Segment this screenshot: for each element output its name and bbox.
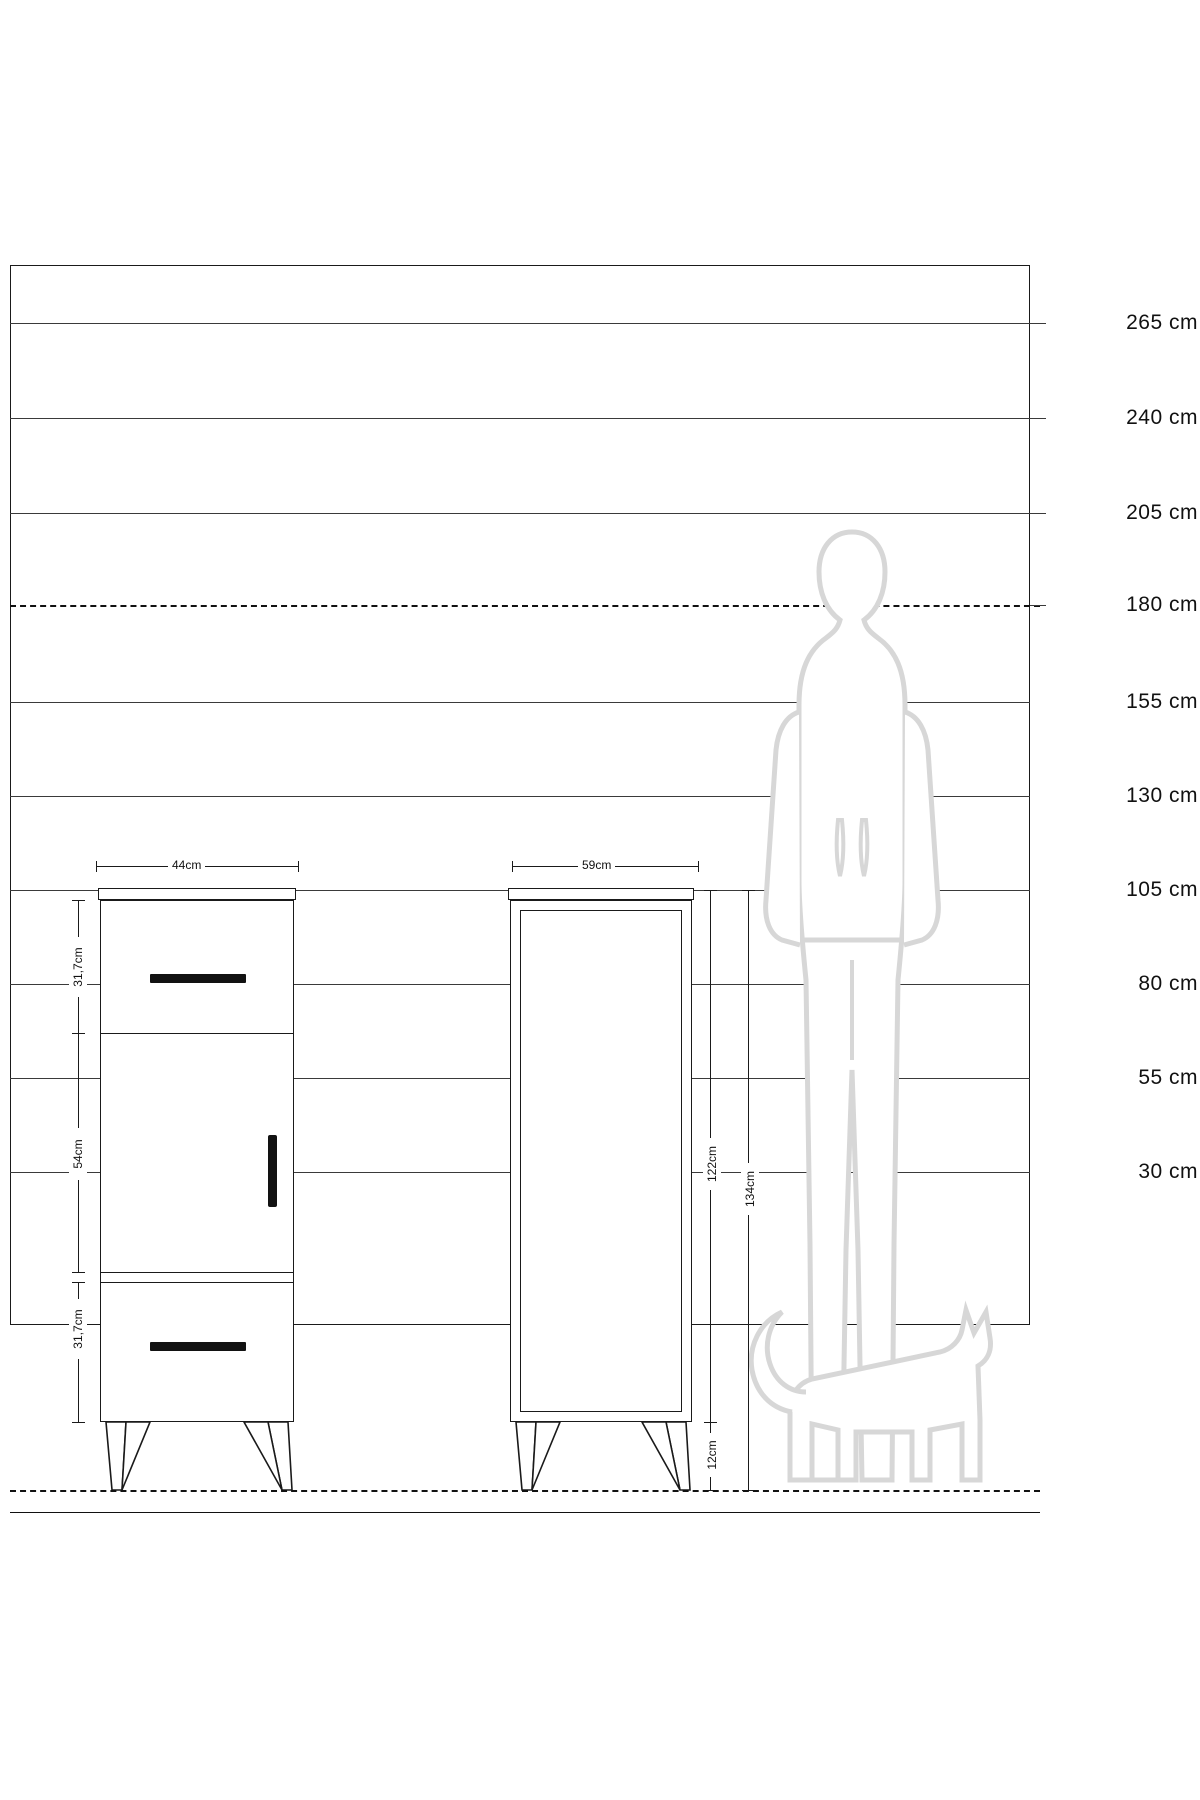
- ground-line-dashed: [10, 1490, 1040, 1492]
- left-cabinet-bottom-drawer-handle[interactable]: [150, 1342, 246, 1351]
- left-cabinet-width-cap-start: [96, 861, 97, 872]
- scale-label-80: 80 cm: [1138, 972, 1198, 995]
- left-cabinet-top-panel: [98, 888, 296, 900]
- left-cabinet-divider-bottom: [100, 1272, 294, 1273]
- scale-label-205: 205 cm: [1126, 501, 1198, 524]
- left-cabinet-door-handle[interactable]: [268, 1135, 277, 1207]
- left-cabinet-bottom-drawer-cap-a: [72, 1282, 85, 1283]
- scale-line-265: [10, 323, 1040, 324]
- right-cabinet-body-cap-a: [704, 890, 717, 891]
- scale-line-240: [10, 418, 1040, 419]
- ground-line-solid: [10, 1512, 1040, 1513]
- scale-tick-265: [1030, 323, 1046, 324]
- left-cabinet-door-label: 54cm: [69, 1128, 87, 1180]
- left-cabinet-top-drawer-cap-a: [72, 900, 85, 901]
- left-cabinet-divider-top: [100, 1033, 294, 1034]
- scale-label-240: 240 cm: [1126, 406, 1198, 429]
- scale-label-55: 55 cm: [1138, 1066, 1198, 1089]
- scale-line-205: [10, 513, 1040, 514]
- scale-tick-180: [1030, 605, 1046, 606]
- scale-tick-205: [1030, 513, 1046, 514]
- scale-line-180: [10, 605, 1040, 607]
- scale-label-265: 265 cm: [1126, 311, 1198, 334]
- left-cabinet-bottom-drawer-label: 31,7cm: [69, 1299, 87, 1359]
- scale-label-180: 180 cm: [1126, 593, 1198, 616]
- right-cabinet-total-cap-a: [742, 890, 755, 891]
- right-cabinet-total-height-label: 134cm: [741, 1163, 759, 1215]
- scale-tick-240: [1030, 418, 1046, 419]
- right-cabinet-width-cap-start: [512, 861, 513, 872]
- scale-label-105: 105 cm: [1126, 878, 1198, 901]
- right-cabinet-width-cap-end: [698, 861, 699, 872]
- left-cabinet-top-drawer-label: 31,7cm: [69, 937, 87, 997]
- scale-label-30: 30 cm: [1138, 1160, 1198, 1183]
- right-cabinet-leg-height-label: 12cm: [703, 1433, 721, 1477]
- cat-silhouette: [751, 1310, 990, 1480]
- right-cabinet-width-label: 59cm: [578, 858, 615, 872]
- scale-label-130: 130 cm: [1126, 784, 1198, 807]
- right-cabinet-body-height-label: 122cm: [703, 1138, 721, 1190]
- left-cabinet-divider-bottom-2: [100, 1282, 294, 1283]
- scale-label-155: 155 cm: [1126, 690, 1198, 713]
- left-cabinet-door-cap-b: [72, 1272, 85, 1273]
- right-cabinet-top-panel: [508, 888, 694, 900]
- scale-line-130: [10, 796, 1030, 797]
- right-cabinet-door-panel[interactable]: [520, 910, 682, 1412]
- left-cabinet-top-drawer-handle[interactable]: [150, 974, 246, 983]
- left-cabinet-width-cap-end: [298, 861, 299, 872]
- scale-line-155: [10, 702, 1030, 703]
- left-cabinet-width-label: 44cm: [168, 858, 205, 872]
- left-cabinet-bottom-drawer-cap-b: [72, 1422, 85, 1423]
